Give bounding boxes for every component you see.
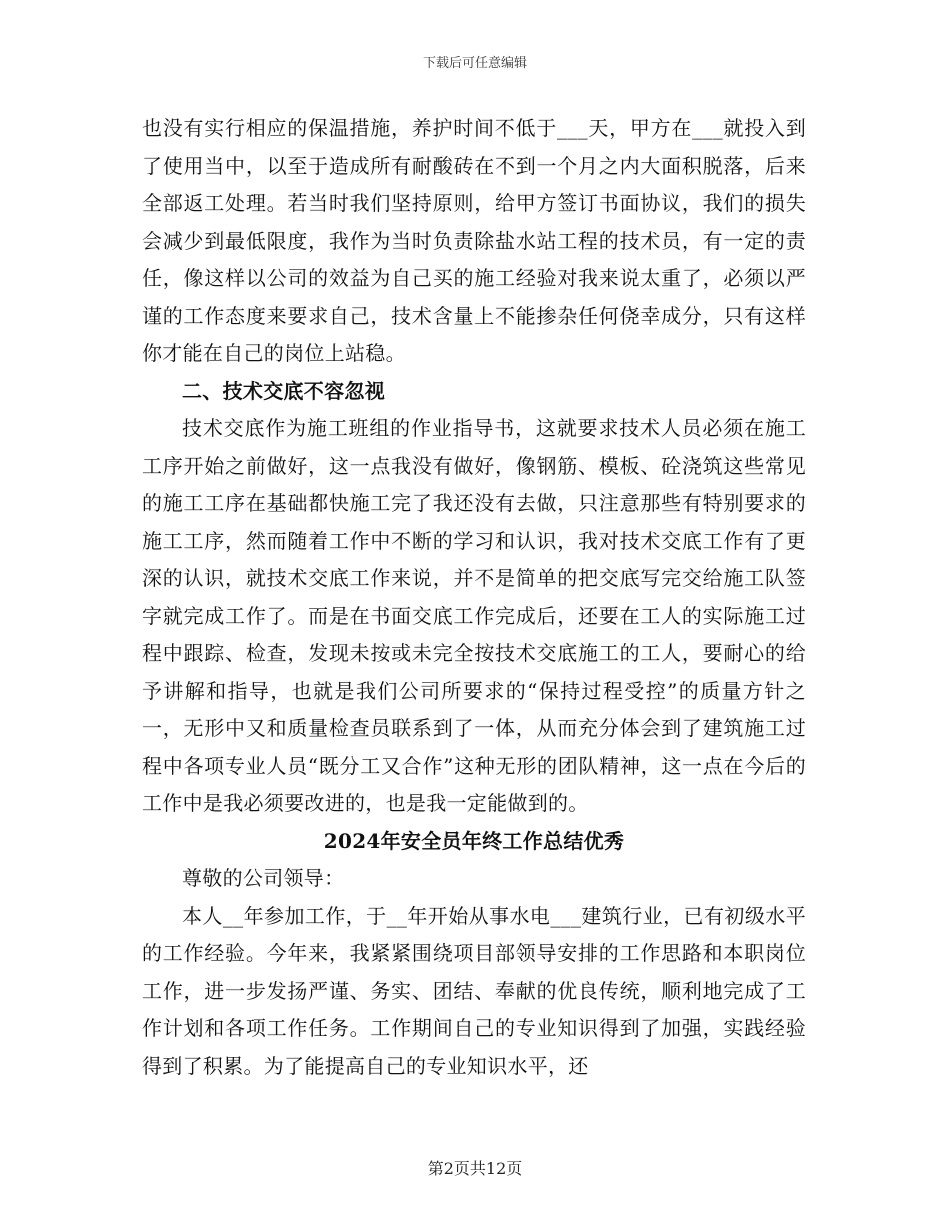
document-body — [142, 110, 806, 1085]
page-header-note: 下载后可任意编辑 — [422, 56, 527, 71]
salutation: 尊敬的公司领导： — [182, 866, 345, 890]
page-number: 第2页共12页 — [427, 1159, 523, 1178]
paragraph-technical-disclosure: 技术交底作为施工班组的作业指导书，这就要求技术人员必须在施工工序开始之前做好，这一点我没有做好，像钢筋、模板、砼浇筑这些常见的施工工序在基础都快施工完了我还没有去做，只注意那些有特别要求的施工工序，然而随着工作中不断的学习和认识，我对技术交底工作有了更深的认识，就技术交底工作来说，并不是简单的把交底写完交给施工队签字就完成工作了。而是在书面交底工作完成后，还要在工人的实际施工过程中跟踪、检查，发现未按或未完全按技术交底施工的工人，要耐心的给予讲解和指导，也就是我们公司所要求的“保持过程受控”的质量方针之一，无形中又和质量检查员联系到了一体，从而充分体会到了建筑施工过程中各项专业人员“既分工又合作”这种无形的团队精神，这一点在今后的工作中是我必须要改进的，也是我一定能做到的。 — [142, 416, 806, 815]
paragraph-continuation: 也没有实行相应的保温措施，养护时间不低于___天，甲方在___就投入到了使用当中，以至于造成所有耐酸砖在不到一个月之内大面积脱落，后来全部返工处理。若当时我们坚持原则，给甲方签订书面协议，我们的损失会减少到最低限度，我作为当时负责除盐水站工程的技术员，有一定的责任，像这样以公司的效益为自己买的施工经验对我来说太重了，必须以严谨的工作态度来要求自己，技术含量上不能掺杂任何侥幸成分，只有这样你才能在自己的岗位上站稳。 — [142, 116, 806, 365]
document-title: 2024年安全员年终工作总结优秀 — [323, 828, 625, 853]
paragraph-introduction: 本人__年参加工作，于__年开始从事水电___建筑行业，已有初级水平的工作经验。今年来，我紧紧围绕项目部领导安排的工作思路和本职岗位工作，进一步发扬严谨、务实、团结、奉献的优良传统，顺利地完成了工作计划和各项工作任务。工作期间自己的专业知识得到了加强，实践经验得到了积累。为了能提高自己的专业知识水平，还 — [142, 903, 806, 1078]
section-heading: 二、技术交底不容忽视 — [182, 378, 385, 403]
